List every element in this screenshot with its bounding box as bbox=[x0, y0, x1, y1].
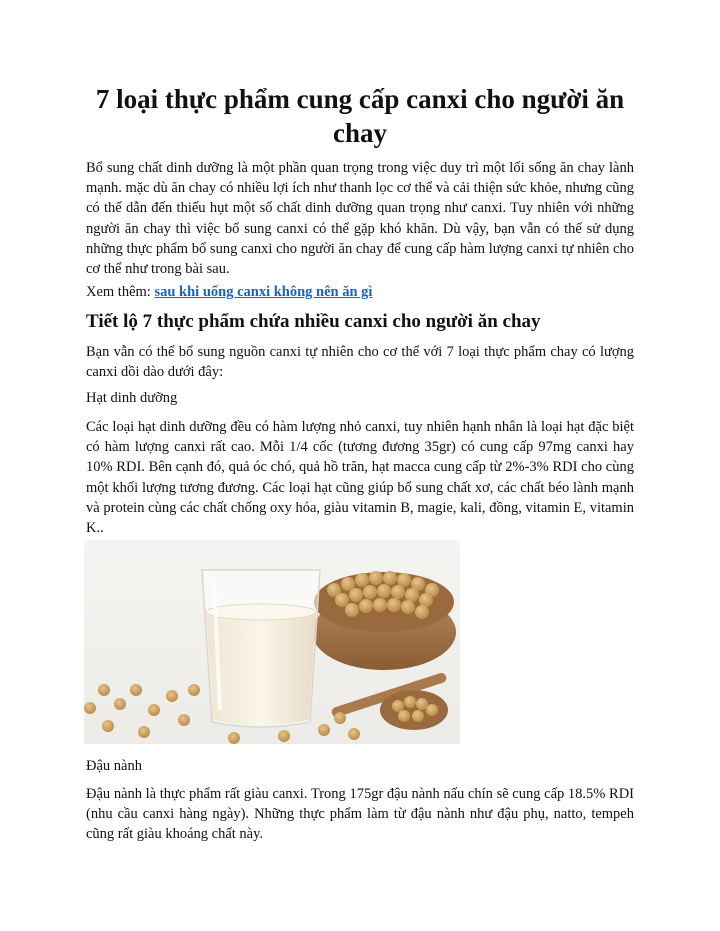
article-title: 7 loại thực phẩm cung cấp canxi cho người ăn chay bbox=[95, 84, 625, 148]
section-intro-paragraph: Bạn vẫn có thể bổ sung nguồn canxi tự nhiên cho cơ thể với 7 loại thực phẩm chay có lượng canxi dồi dào dưới đây: bbox=[86, 344, 634, 381]
item2-title: Đậu nành bbox=[86, 758, 142, 774]
see-more-link[interactable]: sau khi uống canxi không nên ăn gì bbox=[154, 284, 373, 300]
intro-paragraph: Bổ sung chất dinh dưỡng là một phần quan trọng trong việc duy trì một lối sống ăn chay lành mạnh. mặc dù ăn chay có nhiều lợi ích như thanh lọc cơ thể và cải thiện sức khỏe, nhưng cũng có thể dẫn đến thiếu hụt một số chất dinh dưỡng quan trọng như canxi. Tuy nhiên với những người ăn chay thì việc bổ sung canxi có thể gặp khó khăn. Dù vậy, bạn vẫn có thể sử dụng những thực phẩm bổ sung canxi cho người ăn chay để cung cấp hàm lượng canxi tự nhiên cho cơ thể như trong bài sau. bbox=[86, 160, 634, 278]
see-more-label: Xem thêm: bbox=[86, 284, 155, 300]
item1-title: Hạt dinh dưỡng bbox=[86, 390, 178, 406]
soy-milk-photo bbox=[84, 540, 460, 744]
item2-paragraph: Đậu nành là thực phẩm rất giàu canxi. Trong 175gr đậu nành nấu chín sẽ cung cấp 18.5% RDI (nhu cầu canxi hàng ngày). Những thực phẩm làm từ đậu nành như đậu phụ, natto, tempeh cũng rất giàu khoáng chất này. bbox=[86, 786, 634, 843]
see-more-line bbox=[86, 282, 372, 302]
section-heading: Tiết lộ 7 thực phẩm chứa nhiều canxi cho người ăn chay bbox=[86, 311, 541, 332]
item1-paragraph: Các loại hạt dinh dưỡng đều có hàm lượng nhỏ canxi, tuy nhiên hạnh nhân là loại hạt đặc biệt có hàm lượng canxi rất cao. Mỗi 1/4 cốc (tương đương 35gr) có cung cấp 97mg canxi hay 10% RDI. Bên cạnh đó, quả óc chó, quả hồ trăn, hạt macca cung cấp từ 2%-3% RDI cho cùng một khối lượng tương đương. Các loại hạt cũng giúp bổ sung chất xơ, các chất béo lành mạnh và protein cùng các chất chống oxy hóa, giàu vitamin B, magie, kali, đồng, vitamin E, vitamin K.. bbox=[86, 419, 634, 537]
